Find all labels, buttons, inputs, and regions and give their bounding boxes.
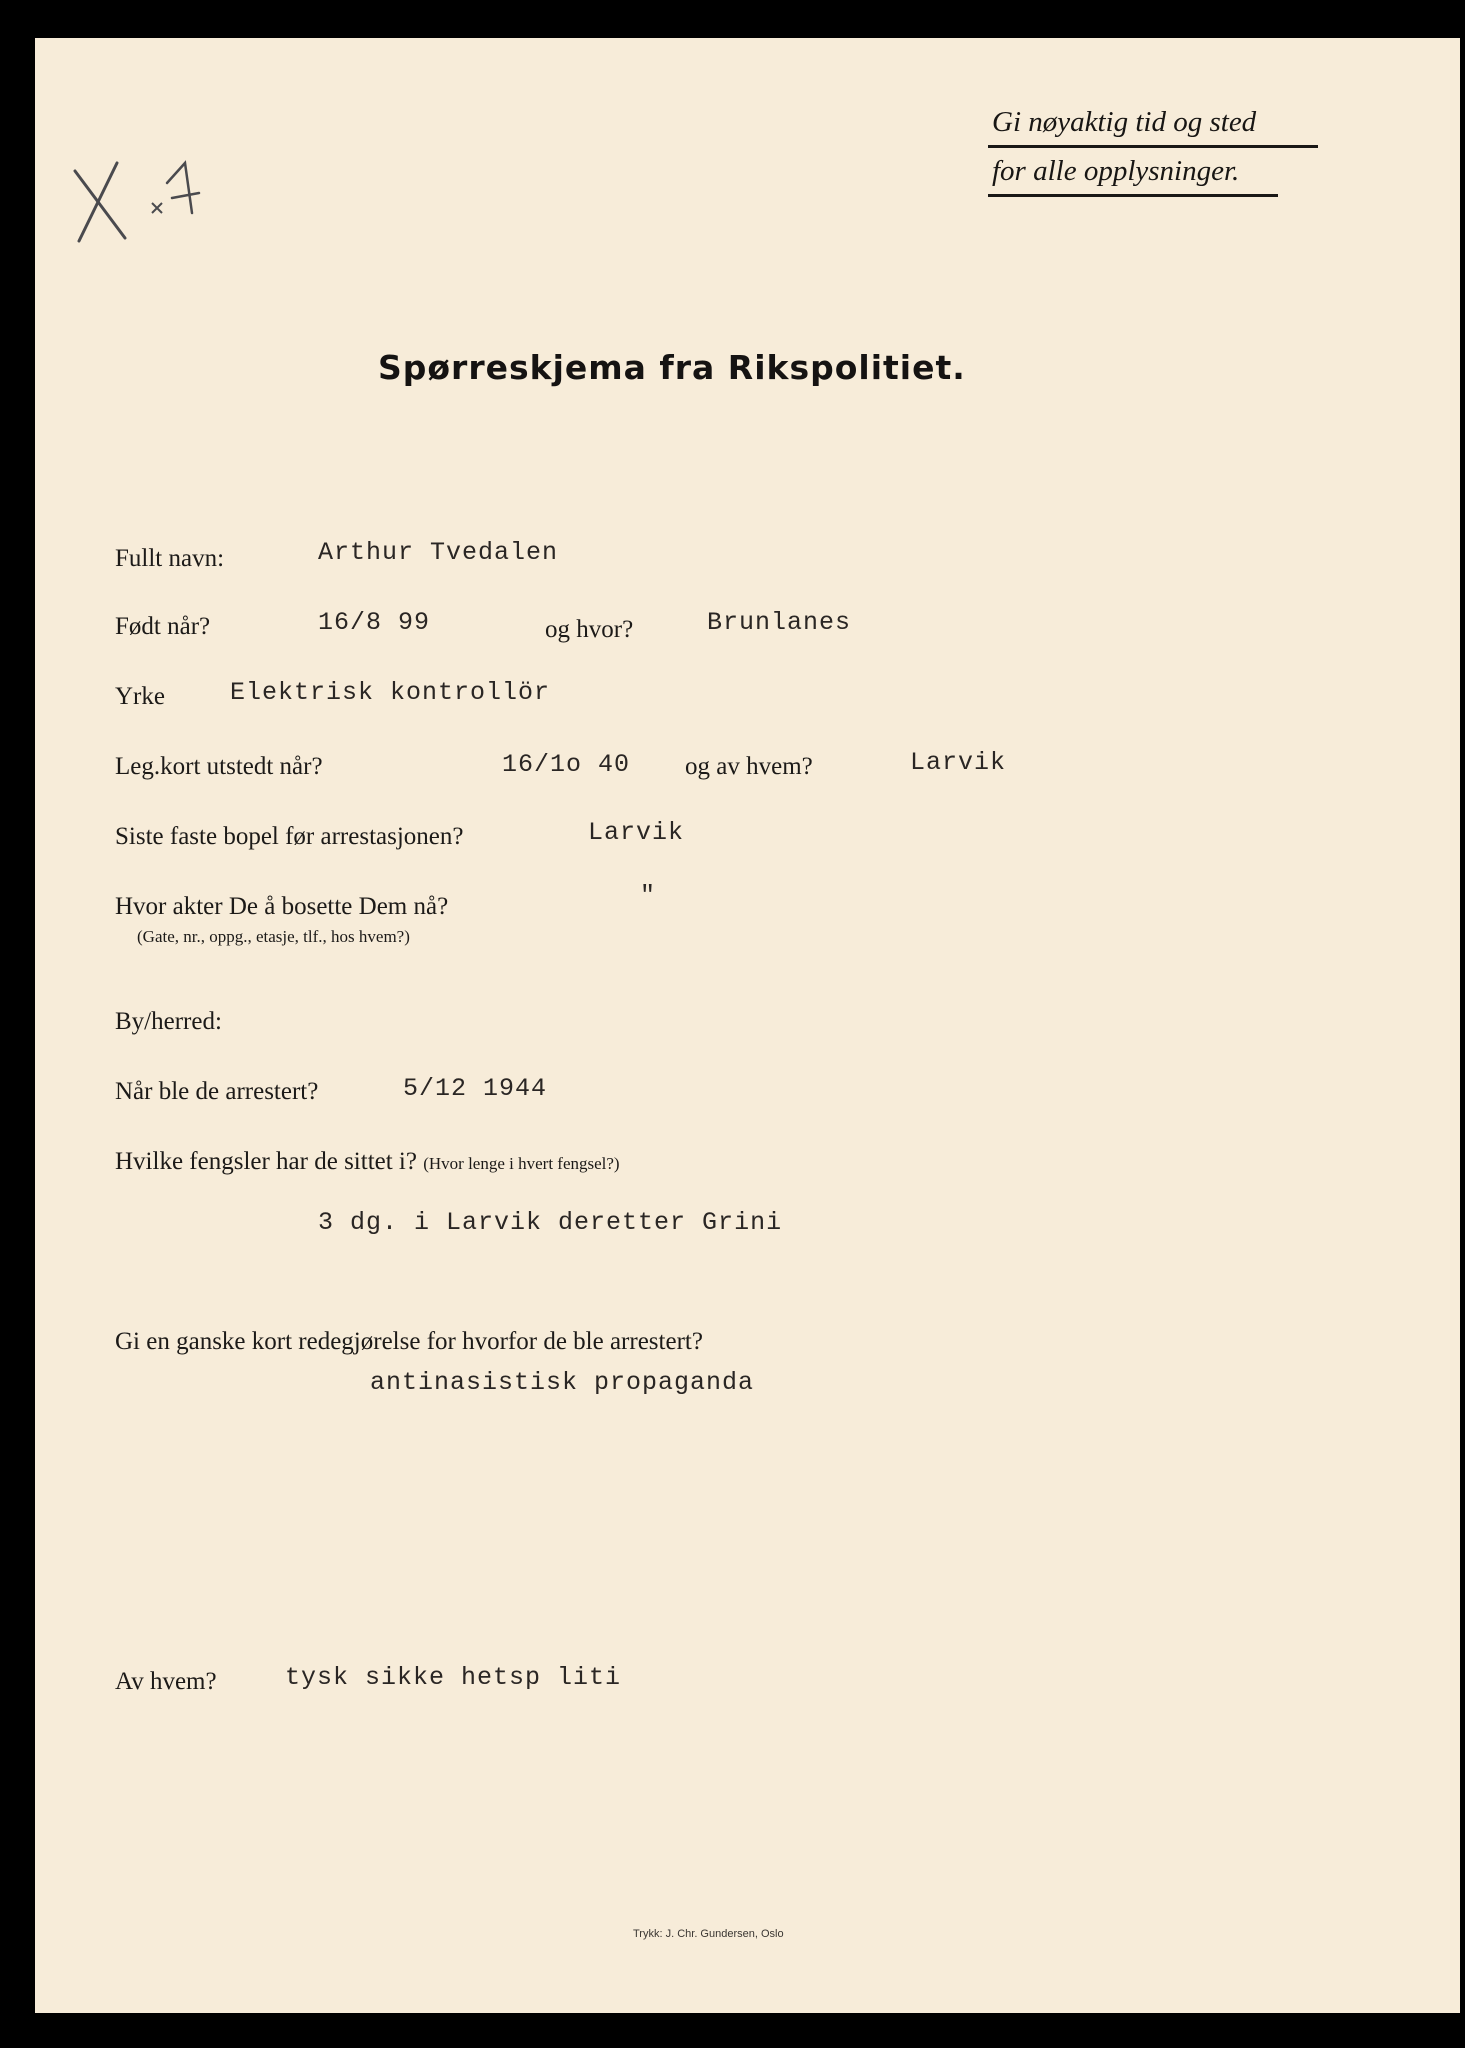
prisons-value: 3 dg. i Larvik deretter Grini bbox=[318, 1208, 783, 1237]
arrested-by-value: tysk sikke hetsp liti bbox=[285, 1663, 622, 1692]
prisons-hint: (Hvor lenge i hvert fengsel?) bbox=[423, 1154, 620, 1173]
settle-hint: (Gate, nr., oppg., etasje, tlf., hos hvem?) bbox=[137, 927, 410, 946]
arrested-when-value: 5/12 1944 bbox=[403, 1074, 548, 1103]
handwritten-x-mark bbox=[67, 143, 207, 253]
full-name-value: Arthur Tvedalen bbox=[318, 538, 559, 567]
born-when-value: 16/8 99 bbox=[318, 608, 431, 637]
full-name-label: Fullt navn: bbox=[115, 545, 225, 572]
form-title: Spørreskjema fra Rikspolitiet. bbox=[378, 348, 966, 387]
printer-line: Trykk: J. Chr. Gundersen, Oslo bbox=[633, 1928, 784, 1940]
idcard-when-label: Leg.kort utstedt når? bbox=[115, 753, 323, 780]
arrested-when-label: Når ble de arrestert? bbox=[115, 1078, 319, 1105]
prisons-label-text: Hvilke fengsler har de sittet i? bbox=[115, 1148, 417, 1175]
born-where-value: Brunlanes bbox=[707, 608, 852, 637]
notice-line-1: Gi nøyaktig tid og sted bbox=[992, 106, 1257, 138]
idcard-by-value: Larvik bbox=[910, 748, 1007, 777]
occupation-value: Elektrisk kontrollör bbox=[230, 678, 551, 707]
arrested-by-label: Av hvem? bbox=[115, 1668, 217, 1695]
notice-underline-2 bbox=[988, 194, 1278, 197]
born-when-label: Født når? bbox=[115, 613, 211, 640]
settle-value: " bbox=[640, 881, 657, 910]
last-address-label: Siste faste bopel før arrestasjonen? bbox=[115, 823, 464, 850]
municipality-label: By/herred: bbox=[115, 1008, 222, 1035]
notice-line-2: for alle opplysninger. bbox=[992, 155, 1240, 187]
born-where-label: og hvor? bbox=[545, 616, 634, 643]
idcard-by-label: og av hvem? bbox=[685, 753, 813, 780]
idcard-when-value: 16/1o 40 bbox=[502, 750, 631, 779]
notice-underline-1 bbox=[988, 145, 1318, 148]
reason-value: antinasistisk propaganda bbox=[370, 1368, 755, 1397]
questionnaire-page bbox=[35, 38, 1460, 2013]
last-address-value: Larvik bbox=[588, 818, 685, 847]
prisons-label bbox=[115, 1148, 620, 1176]
reason-label: Gi en ganske kort redegjørelse for hvorfor de ble arrestert? bbox=[115, 1328, 703, 1355]
occupation-label: Yrke bbox=[115, 683, 165, 710]
settle-label: Hvor akter De å bosette Dem nå? bbox=[115, 893, 449, 920]
